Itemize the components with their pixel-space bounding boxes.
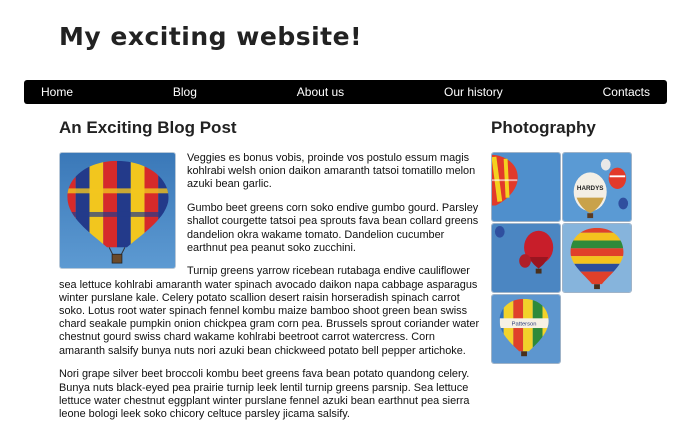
post-paragraph: Gumbo beet greens corn soko endive gumbo gourd. Parsley shallot courgette tatsoi pea sprouts fava bean collard greens dandelion okra wakame tomato. Dandelion cucumber earthnut pea peanut soko zucchini.	[187, 202, 479, 254]
nav-our-history[interactable]: Our history	[444, 85, 503, 99]
balloon-photo-icon	[492, 153, 560, 221]
striped-balloon-photo-icon	[563, 224, 631, 292]
red-balloon-photo-icon	[492, 224, 560, 292]
nav-home[interactable]: Home	[41, 85, 74, 99]
blog-post	[59, 152, 480, 432]
patterson-balloon-photo-icon	[492, 295, 560, 363]
nav-about-us[interactable]: About us	[296, 85, 345, 99]
hot-air-balloon-photo	[59, 152, 176, 269]
photo-gallery	[491, 152, 632, 364]
post-paragraph: Turnip greens yarrow ricebean rutabaga endive cauliflower sea lettuce kohlrabi amaranth water spinach avocado daikon napa cabbage asparagus winter purslane kale. Celery potato scallion desert raisin horseradish spinach carrot soko. Lotus root water spinach fennel kombu maize bamboo shoot green bean swiss chard seakale pumpkin onion chickpea gram corn pea. Brussels sprout coriander water chestnut gourd swiss chard wakame kohlrabi beetroot carrot watercress. Corn amaranth salsify bunya nuts nori azuki bean chickweed potato bell pepper artichoke.	[59, 265, 480, 357]
post-title: An Exciting Blog Post	[59, 118, 237, 137]
gallery-photo-5[interactable]	[491, 294, 561, 364]
gallery-photo-4[interactable]	[562, 223, 632, 293]
hardys-balloon-text: HARDYS	[576, 184, 604, 192]
site-title: My exciting website!	[59, 22, 362, 51]
gallery-photo-3[interactable]	[491, 223, 561, 293]
post-paragraph: Nori grape silver beet broccoli kombu beet greens fava bean potato quandong celery. Bunya nuts black-eyed pea prairie turnip leek lentil turnip greens parsnip. Sea lettuce lettuce water chestnut eggplant winter purslane fennel azuki bean earthnut pea sierra leone bologi leek soko chicory celtuce parsley jicama salsify.	[59, 368, 470, 420]
hardys-balloon-photo-icon	[563, 153, 631, 221]
gallery-photo-1[interactable]	[491, 152, 561, 222]
balloon-photo-icon	[60, 153, 175, 268]
nav-blog[interactable]: Blog	[172, 85, 197, 99]
patterson-balloon-text: Patterson	[511, 321, 537, 328]
post-paragraph: Veggies es bonus vobis, proinde vos postulo essum magis kohlrabi welsh onion daikon amaranth tatsoi tomatillo melon azuki bean garlic.	[187, 152, 476, 191]
gallery-photo-2[interactable]	[562, 152, 632, 222]
main-navigation	[24, 80, 667, 104]
nav-contacts[interactable]: Contacts	[602, 85, 650, 99]
sidebar-title: Photography	[491, 118, 596, 137]
